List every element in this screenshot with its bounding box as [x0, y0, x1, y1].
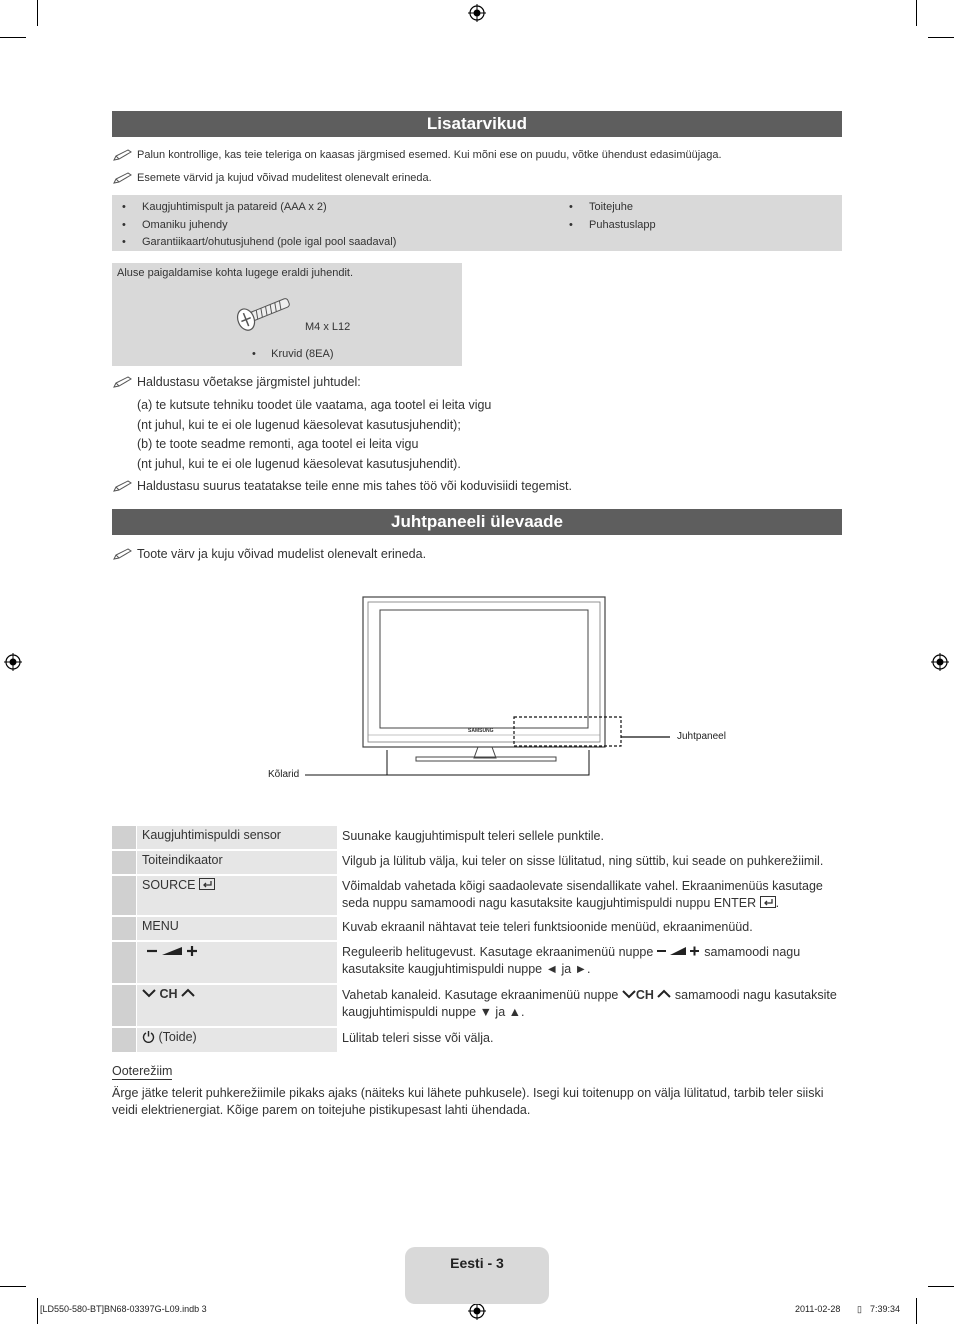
control-desc-text: Võimaldab vahetada kõigi saadaolevate sisendallikate vahel. Ekraanimenüüs kasutage seda nuppu samamoodi nagu kasutaksite kaugjuhtimispuldi nuppu ENTER — [342, 879, 823, 910]
control-desc: Kuvab ekraanil nähtavat teie teleri funktsioonide menüüd, ekraanimenüüd. — [338, 917, 842, 941]
admin-case-line: (a) te kutsute tehniku toodet üle vaatama, aga tootel ei leita vigu — [137, 398, 492, 412]
control-desc: Vilgub ja lülitub välja, kui teler on sisse lülitatud, ning süttib, kui seade on puhkerežiimil. — [338, 851, 842, 875]
table-row — [112, 849, 842, 875]
note — [112, 148, 722, 162]
section-title-panel: Juhtpaneeli ülevaade — [112, 509, 842, 535]
note-text: Haldustasu suurus teatatakse teile enne mis tahes töö või koduvisiidi tegemist. — [137, 479, 572, 493]
accessories-right-column — [559, 199, 656, 234]
control-name-label: CH — [159, 987, 178, 1001]
note-text: Haldustasu võetakse järgmistel juhtudel: — [137, 375, 361, 389]
footer-clock-icon: ▯ — [857, 1304, 862, 1314]
control-name — [137, 985, 337, 1027]
ch-label: CH — [635, 988, 654, 1002]
crop-mark — [37, 1298, 38, 1324]
screw-icon — [230, 289, 294, 333]
note — [112, 547, 426, 561]
control-name: Toiteindikaator — [137, 851, 337, 875]
crop-mark — [928, 1286, 954, 1287]
standby-heading: Ooterežiim — [112, 1064, 173, 1078]
crop-mark — [916, 1298, 917, 1324]
note — [112, 375, 361, 389]
crop-mark — [0, 1286, 26, 1287]
volume-icon — [657, 945, 701, 957]
power-icon — [142, 1030, 155, 1043]
control-name: Kaugjuhtimispuldi sensor — [137, 826, 337, 850]
crop-mark — [916, 0, 917, 26]
section-title-accessories: Lisatarvikud — [112, 111, 842, 137]
page-number: Eesti - 3 — [450, 1255, 504, 1271]
table-row — [112, 915, 842, 941]
tv-diagram — [260, 590, 740, 790]
chevron-up-icon — [657, 989, 671, 999]
control-desc-text: samamoodi nagu kasutaksite kaugjuhtimispuldi nuppe ▼ ja ▲. — [342, 988, 837, 1019]
note-pencil-icon — [112, 148, 134, 162]
admin-case-line: (b) te toote seadme remonti, aga tootel ei leita vigu — [137, 437, 419, 451]
control-desc-text: Reguleerib helitugevust. Kasutage ekraanimenüü nuppe — [342, 945, 654, 959]
screw-item-label: Kruvid (8EA) — [271, 348, 334, 360]
note-pencil-icon — [112, 479, 134, 493]
control-desc: Suunake kaugjuhtimispult teleri sellele punktile. — [338, 826, 842, 850]
control-desc — [338, 942, 842, 984]
chevron-down-icon — [622, 989, 636, 999]
screw-size: M4 x L12 — [305, 321, 351, 333]
list-item: • Kaugjuhtimispult ja patareid (AAA x 2) — [112, 199, 396, 217]
control-name — [137, 876, 337, 916]
table-row — [112, 824, 842, 850]
control-name-label: (Toide) — [158, 1030, 197, 1044]
control-name — [137, 1028, 337, 1052]
standby-text: Ärge jätke telerit puhkerežiimile pikaks ajaks (näiteks kui lähete puhkusele). Isegi kui toitenupp on välja lülitatud, tarbib teler siiski veidi elektrienergiat. Kõige parem on toitejuhe pistikupesast lahti ühendada. — [112, 1086, 824, 1117]
control-desc — [338, 985, 842, 1027]
footer-time: 7:39:34 — [870, 1304, 901, 1314]
control-name: MENU — [137, 917, 337, 941]
page-number-tab — [405, 1247, 549, 1304]
table-row — [112, 874, 842, 916]
note-pencil-icon — [112, 375, 134, 389]
list-item: • Garantiikaart/ohutusjuhend (pole igal pool saadaval) — [112, 234, 396, 252]
note-text: Toote värv ja kuju võivad mudelist olenevalt erineda. — [137, 547, 427, 561]
brand-logo: SAMSUNG — [468, 728, 494, 734]
chevron-up-icon — [181, 988, 195, 998]
admin-case-line: (nt juhul, kui te ei ole lugenud käesolevat kasutusjuhendit); — [137, 417, 461, 432]
crop-mark — [37, 0, 38, 26]
chevron-down-icon — [142, 988, 156, 998]
crop-mark — [0, 37, 26, 38]
enter-icon — [760, 896, 776, 908]
control-desc: Lülitab teleri sisse või välja. — [338, 1028, 842, 1052]
stand-instruction: Aluse paigaldamise kohta lugege eraldi juhendit. — [117, 267, 354, 279]
list-item: • Toitejuhe — [559, 199, 656, 217]
accessories-left-column — [112, 199, 396, 252]
crop-mark — [928, 37, 954, 38]
control-desc: Võimaldab vahetada kõigi saadaolevate sisendallikate vahel. Ekraanimenüüs kasutage seda nuppu samamoodi nagu kasutaksite kaugjuhtimispuldi nuppu ENTER . — [338, 876, 842, 916]
control-name — [137, 942, 337, 984]
registration-mark-icon — [4, 653, 22, 671]
table-row — [112, 1026, 842, 1052]
table-row — [112, 983, 842, 1027]
accessories-list — [112, 195, 842, 251]
control-desc-text: samamoodi nagu kasutaksite kaugjuhtimispuldi nuppe ◄ ja ►. — [342, 945, 801, 976]
label-speakers: Kõlarid — [268, 769, 300, 780]
registration-mark-icon — [468, 1302, 486, 1320]
list-item: • Omaniku juhendy — [112, 217, 396, 235]
screw-item: • Kruvid (8EA) — [252, 348, 334, 360]
table-row — [112, 940, 842, 984]
footer-file: [LD550-580-BT]BN68-03397G-L09.indb 3 — [40, 1304, 207, 1314]
list-item: • Puhastuslapp — [559, 217, 656, 235]
admin-case-line: (nt juhul, kui te ei ole lugenud käesolevat kasutusjuhendit). — [137, 456, 461, 471]
registration-mark-icon — [931, 653, 949, 671]
source-enter-icon — [199, 878, 215, 890]
note — [112, 479, 572, 493]
note-text: Esemete värvid ja kujud võivad mudelitest olenevalt erineda. — [137, 172, 432, 184]
control-desc-text: Vahetab kanaleid. Kasutage ekraanimenüü nuppe — [342, 988, 619, 1002]
label-control-panel: Juhtpaneel — [677, 731, 726, 742]
admin-cases — [137, 396, 491, 474]
note-pencil-icon — [112, 171, 134, 185]
footer-date: 2011-02-28 — [795, 1304, 841, 1314]
control-name-label: SOURCE — [142, 878, 196, 892]
volume-control-icon — [142, 944, 202, 958]
note-pencil-icon — [112, 547, 134, 561]
registration-mark-icon — [468, 4, 486, 22]
note-text: Palun kontrollige, kas teie teleriga on kaasas järgmised esemed. Kui mõni ese on puudu, võtke ühendust edasimüüjaga. — [137, 149, 722, 161]
note — [112, 171, 432, 185]
stand-screws-box — [112, 263, 462, 366]
